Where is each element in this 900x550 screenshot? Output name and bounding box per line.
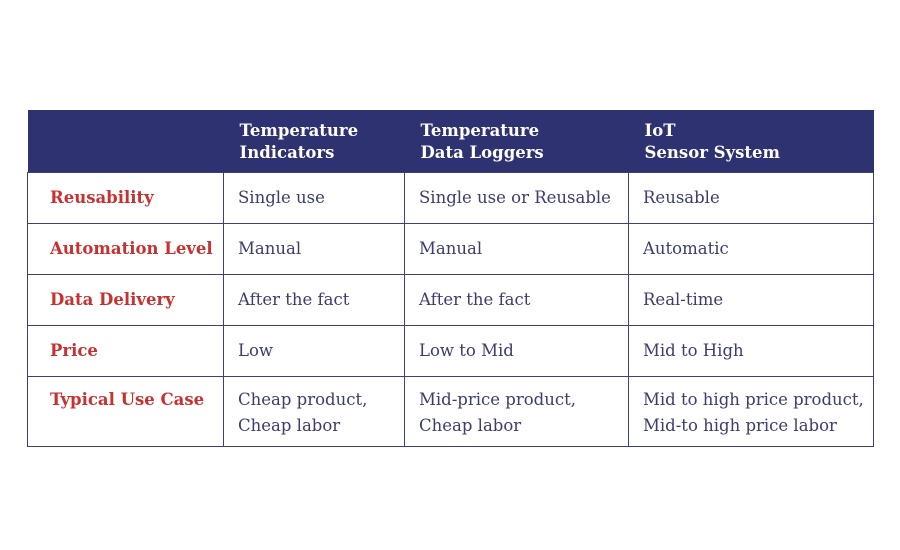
cell-line: Low xyxy=(238,341,274,360)
cell-line: Mid-to high price labor xyxy=(643,416,837,435)
cell-line: After the fact xyxy=(419,290,531,309)
table-cell xyxy=(629,173,874,224)
header-line: Temperature xyxy=(420,120,540,140)
cell-line: Automatic xyxy=(643,239,729,258)
header-line: Temperature xyxy=(239,120,359,140)
comparison-table xyxy=(27,110,874,447)
cell-line: Manual xyxy=(238,239,302,258)
table-cell xyxy=(629,224,874,275)
header-line: IoT xyxy=(644,120,676,140)
table-header-row xyxy=(28,111,874,173)
table-cell xyxy=(224,326,405,377)
table-cell xyxy=(405,326,629,377)
row-label: Data Delivery xyxy=(28,275,224,326)
header-line: Indicators xyxy=(239,142,335,162)
table-cell xyxy=(629,275,874,326)
cell-line: Cheap labor xyxy=(238,416,341,435)
header-temperature-indicators xyxy=(224,111,405,173)
cell-line: Low to Mid xyxy=(419,341,514,360)
table-cell xyxy=(629,326,874,377)
header-line: Data Loggers xyxy=(420,142,544,162)
row-label: Price xyxy=(28,326,224,377)
table-cell xyxy=(224,275,405,326)
header-corner-cell xyxy=(28,111,224,173)
table-cell xyxy=(405,275,629,326)
table-row-price xyxy=(28,326,874,377)
table-row-typical-use-case xyxy=(28,377,874,447)
header-temperature-data-loggers xyxy=(405,111,629,173)
table-cell xyxy=(224,377,405,447)
cell-line: Reusable xyxy=(643,188,720,207)
cell-line: Single use xyxy=(238,188,325,207)
cell-line: Manual xyxy=(419,239,483,258)
table-cell xyxy=(405,224,629,275)
header-line: Sensor System xyxy=(644,142,781,162)
table-cell xyxy=(629,377,874,447)
table-cell xyxy=(405,377,629,447)
row-label: Automation Level xyxy=(28,224,224,275)
table-cell xyxy=(405,173,629,224)
table-row-automation-level xyxy=(28,224,874,275)
cell-line: Cheap labor xyxy=(419,416,522,435)
table-cell xyxy=(224,224,405,275)
table-row-data-delivery xyxy=(28,275,874,326)
table-row-reusability xyxy=(28,173,874,224)
cell-line: After the fact xyxy=(238,290,350,309)
header-iot-sensor-system xyxy=(629,111,874,173)
cell-line: Single use or Reusable xyxy=(419,188,611,207)
cell-line: Mid to high price product, xyxy=(643,390,864,409)
row-label: Typical Use Case xyxy=(28,377,224,447)
cell-line: Cheap product, xyxy=(238,390,368,409)
cell-line: Real-time xyxy=(643,290,724,309)
cell-line: Mid-price product, xyxy=(419,390,576,409)
row-label: Reusability xyxy=(28,173,224,224)
table-cell xyxy=(224,173,405,224)
cell-line: Mid to High xyxy=(643,341,744,360)
